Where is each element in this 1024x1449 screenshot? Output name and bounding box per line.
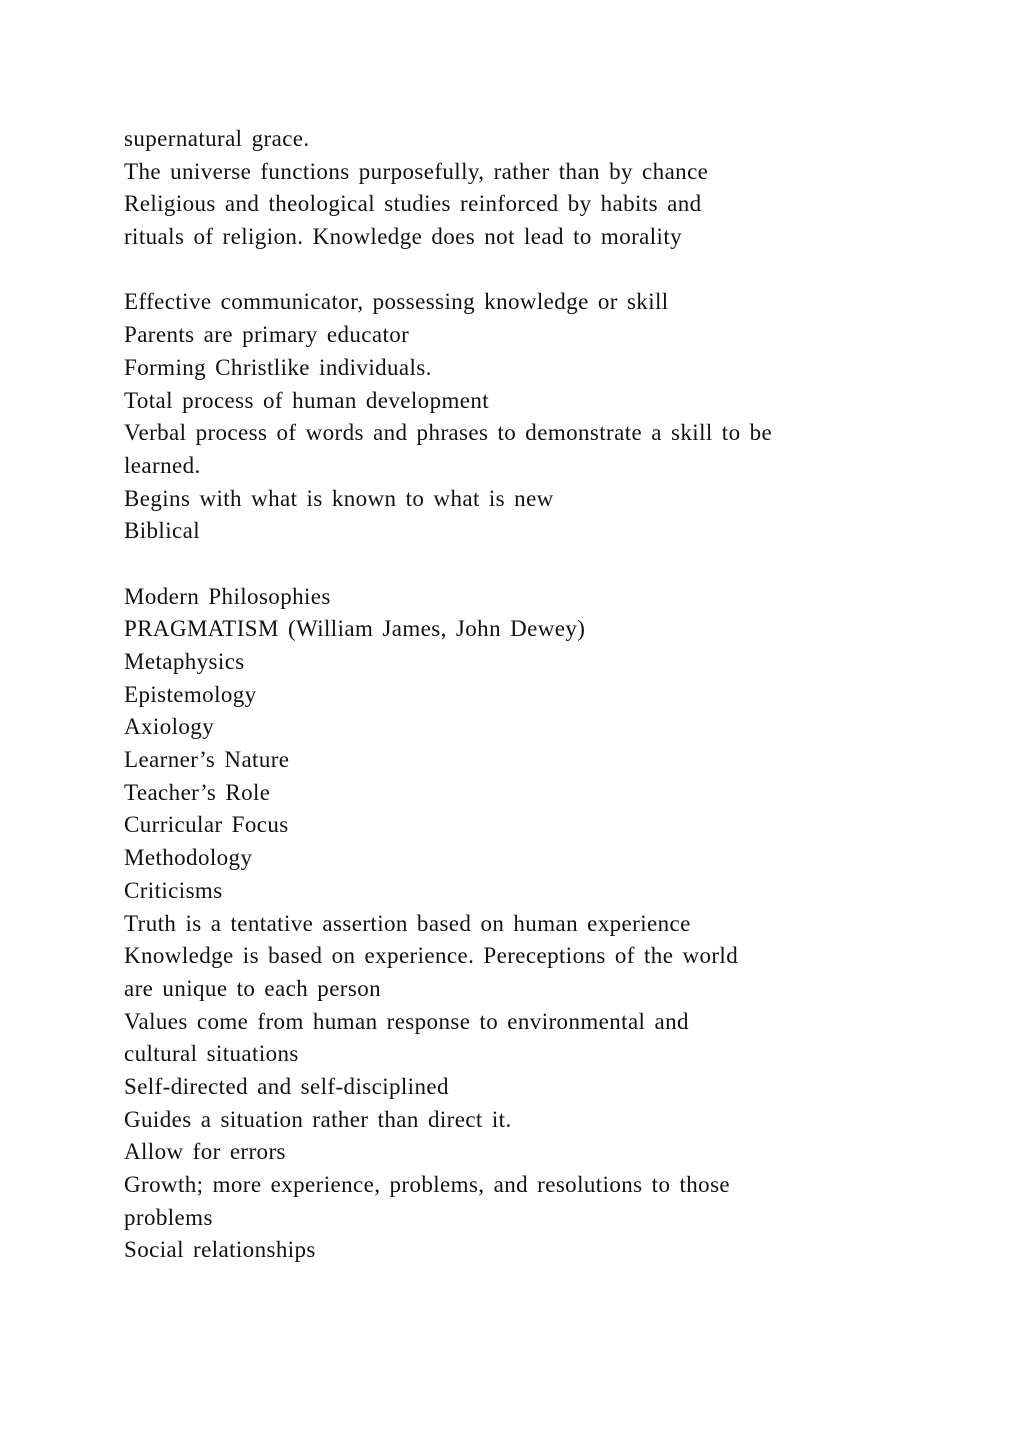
blank-line bbox=[124, 254, 944, 287]
text-line: Curricular Focus bbox=[124, 812, 289, 838]
text-line: PRAGMATISM (William James, John Dewey) bbox=[124, 616, 586, 642]
text-line: Religious and theological studies reinforced by habits and bbox=[124, 191, 702, 217]
text-line: Knowledge is based on experience. Pereceptions of the world bbox=[124, 943, 739, 969]
text-line: Social relationships bbox=[124, 1237, 316, 1263]
text-line: Values come from human response to environmental and bbox=[124, 1008, 689, 1034]
text-line: Begins with what is known to what is new bbox=[124, 485, 554, 511]
text-line: Verbal process of words and phrases to demonstrate a skill to be bbox=[124, 420, 773, 446]
section-heading: Modern Philosophies bbox=[124, 583, 331, 609]
text-line: Total process of human development bbox=[124, 387, 490, 413]
text-line: supernatural grace. bbox=[124, 126, 310, 151]
document-body bbox=[124, 123, 944, 1267]
text-line: cultural situations bbox=[124, 1041, 299, 1067]
text-line: Epistemology bbox=[124, 681, 257, 707]
text-line: Criticisms bbox=[124, 877, 223, 903]
blank-line bbox=[124, 548, 944, 581]
text-line: rituals of religion. Knowledge does not lead to morality bbox=[124, 224, 683, 250]
text-line: Allow for errors bbox=[124, 1139, 286, 1165]
text-line: Forming Christlike individuals. bbox=[124, 354, 432, 380]
text-line: Parents are primary educator bbox=[124, 322, 410, 348]
text-line: Learner’s Nature bbox=[124, 747, 290, 773]
text-line: learned. bbox=[124, 452, 201, 478]
text-line: Methodology bbox=[124, 845, 253, 871]
text-line: are unique to each person bbox=[124, 975, 382, 1001]
text-line: Axiology bbox=[124, 714, 215, 740]
text-line: problems bbox=[124, 1204, 213, 1230]
text-line: Biblical bbox=[124, 518, 201, 544]
text-line: The universe functions purposefully, rather than by chance bbox=[124, 158, 709, 184]
text-line: Metaphysics bbox=[124, 649, 245, 674]
text-line: Growth; more experience, problems, and resolutions to those bbox=[124, 1172, 731, 1197]
text-line: Effective communicator, possessing knowledge or skill bbox=[124, 289, 669, 315]
text-line: Self-directed and self-disciplined bbox=[124, 1073, 449, 1099]
text-line: Truth is a tentative assertion based on human experience bbox=[124, 910, 691, 936]
text-line: Guides a situation rather than direct it. bbox=[124, 1106, 512, 1132]
text-line: Teacher’s Role bbox=[124, 779, 271, 805]
